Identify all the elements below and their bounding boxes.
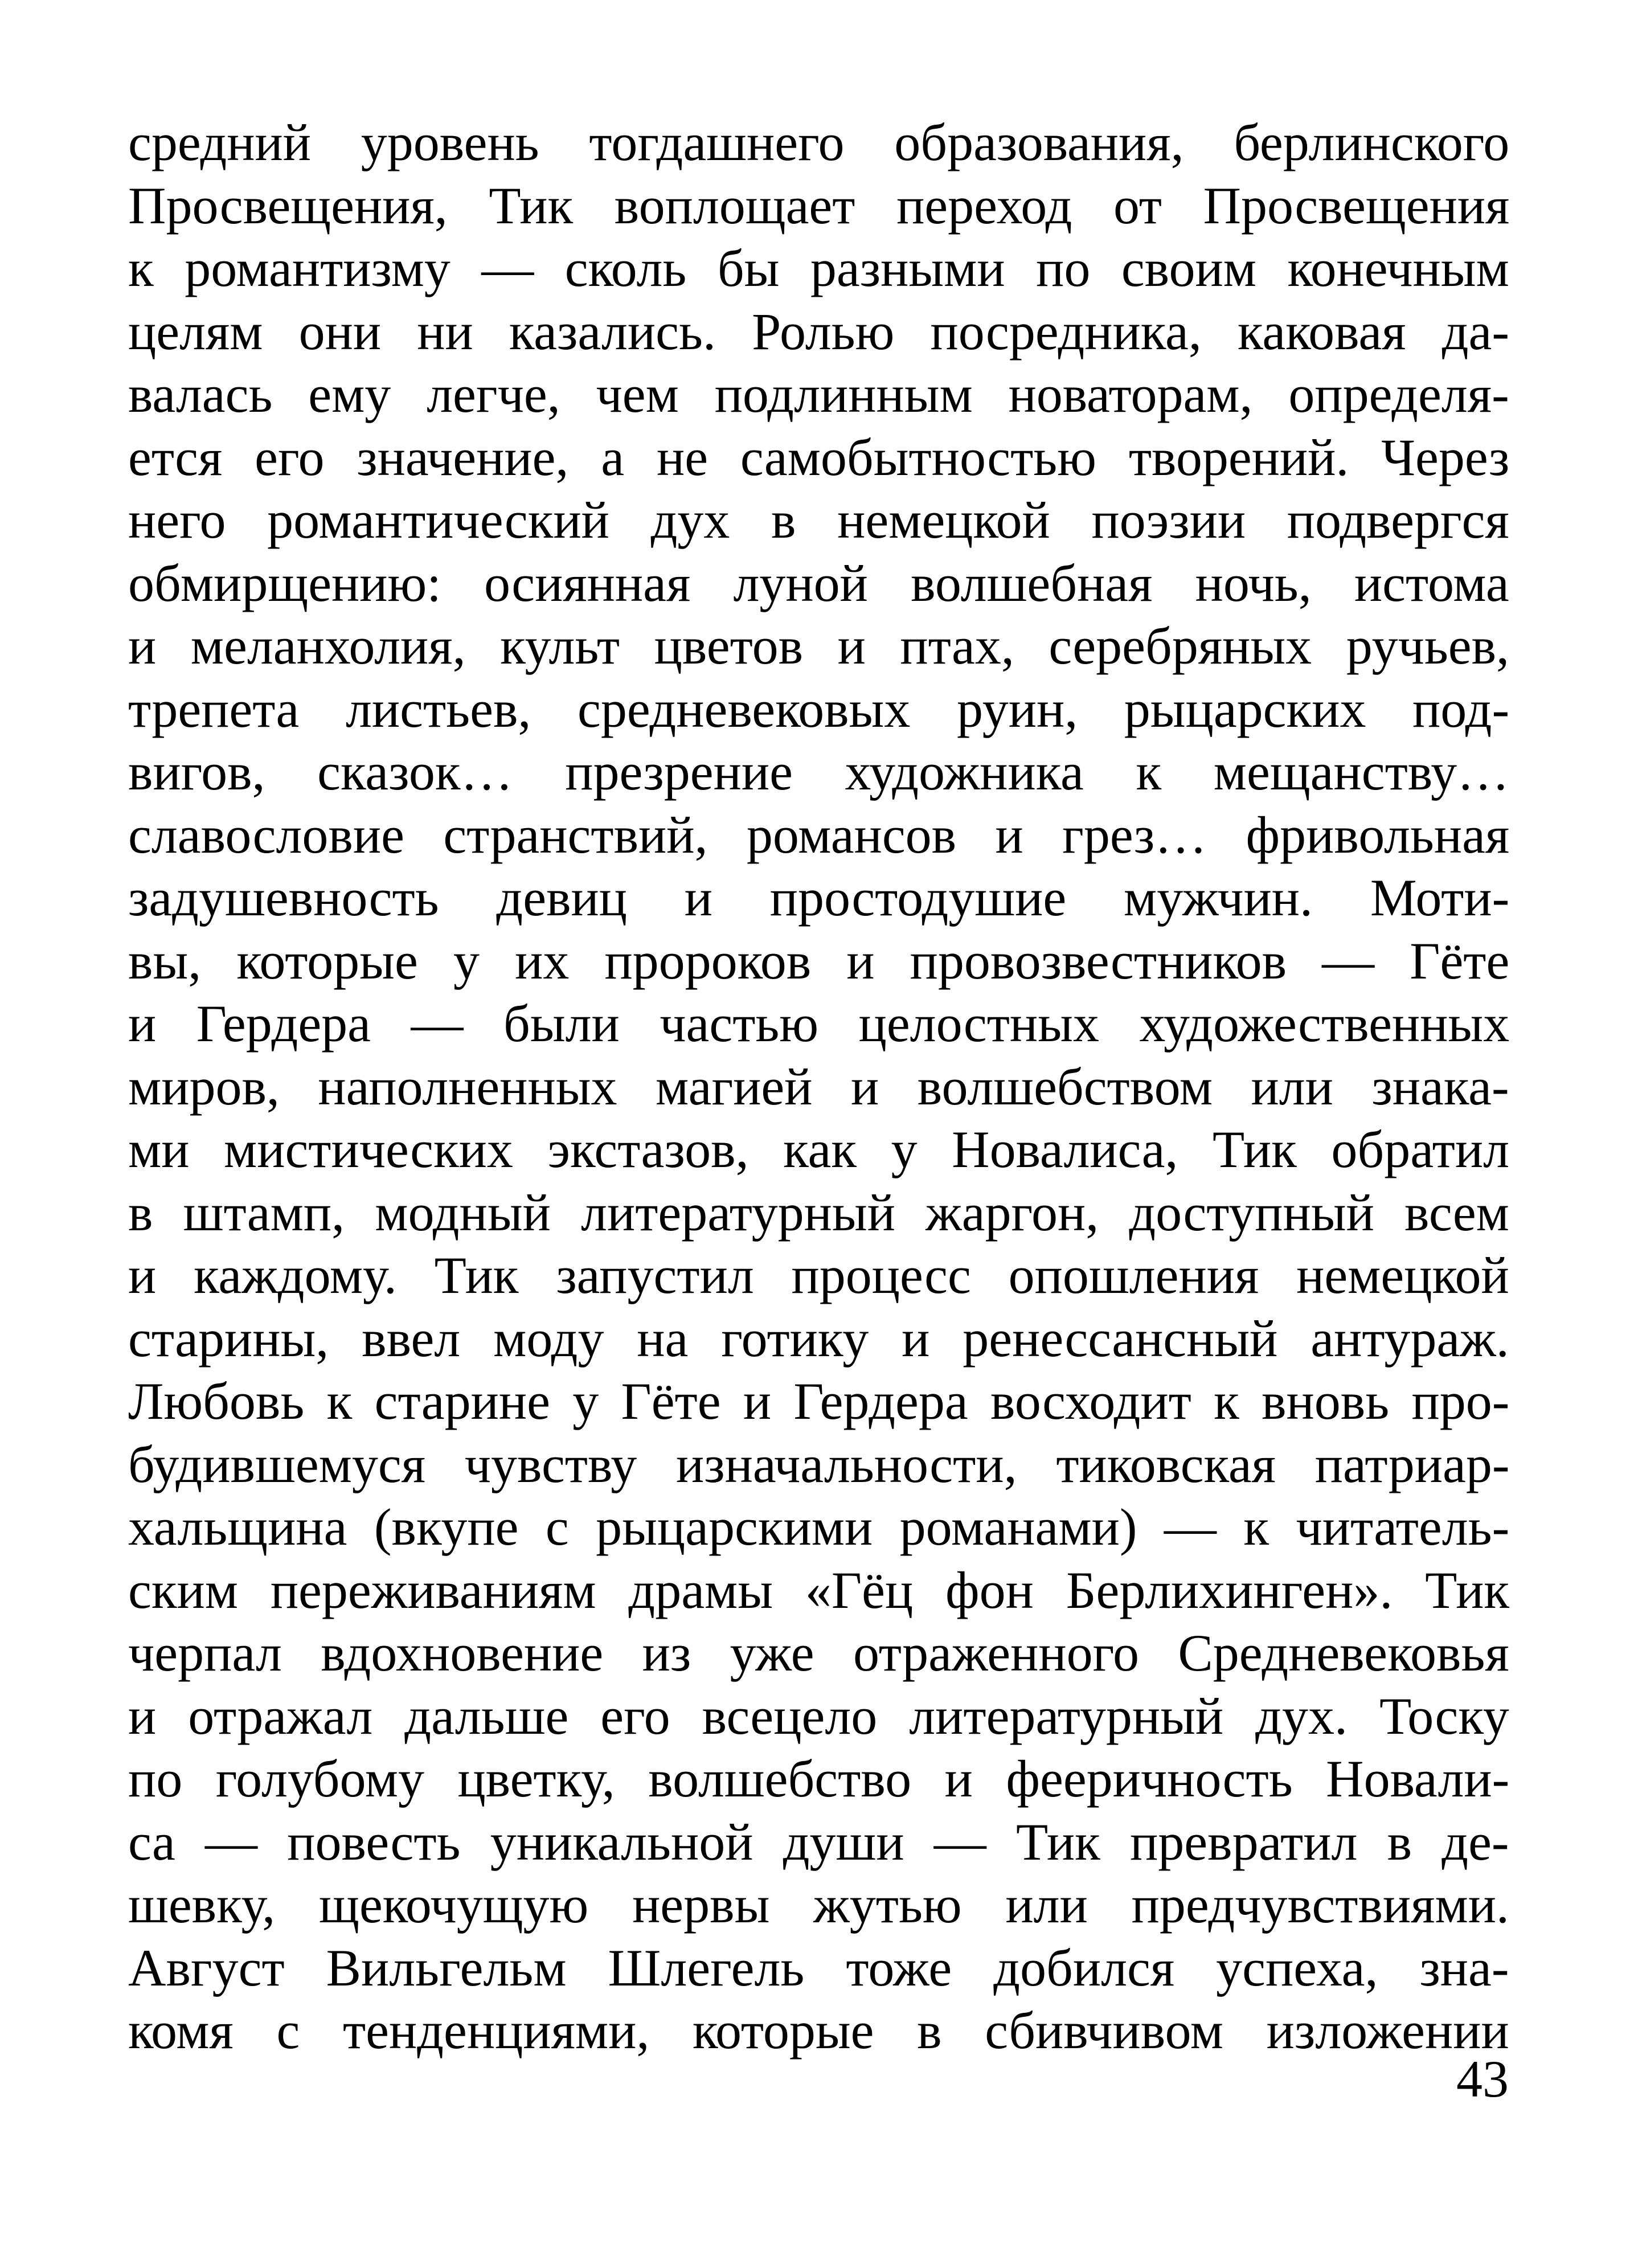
text-line: черпал вдохновение из уже отраженного Средневековья <box>128 1624 1509 1682</box>
text-line: хальщина (вкупе с рыцарскими романами) — к читатель- <box>128 1498 1510 1556</box>
text-line: комя с тенденциями, которые в сбивчивом изложении <box>128 2001 1509 2060</box>
text-line: Август Вильгельм Шлегель тоже добился успеха, зна- <box>128 1938 1509 1997</box>
page-number: 43 <box>1456 2050 1509 2108</box>
text-line: миров, наполненных магией и волшебством или знака- <box>128 1057 1509 1116</box>
text-line: вигов, сказок… презрение художника к мещанству… <box>128 743 1510 801</box>
text-line: в штамп, модный литературный жаргон, доступный всем <box>128 1183 1509 1242</box>
text-line: и Гердера — были частью целостных художественных <box>128 994 1510 1053</box>
text-line: Просвещения, Тик воплощает переход от Просвещения <box>128 176 1510 235</box>
text-line: и меланхолия, культ цветов и птах, серебряных ручьев, <box>128 617 1510 675</box>
text-line: задушевность девиц и простодушие мужчин. Моти- <box>128 869 1510 927</box>
text-line: ским переживаниям драмы «Гёц фон Берлихинген». Тик <box>128 1561 1510 1619</box>
text-line: вы, которые у их пророков и провозвестников — Гёте <box>128 931 1510 990</box>
text-line: обмирщению: осиянная луной волшебная ночь, истома <box>128 554 1509 612</box>
text-line: будившемуся чувству изначальности, тиковская патриар- <box>128 1435 1510 1493</box>
body-text <box>128 111 1509 2062</box>
text-line: целям они ни казались. Ролью посредника, каковая да- <box>128 302 1509 361</box>
text-line: по голубому цветку, волшебство и фееричность Новали- <box>128 1750 1510 1808</box>
text-line: к романтизму — сколь бы разными по своим конечным <box>128 239 1509 297</box>
text-line: и каждому. Тик запустил процесс опошления немецкой <box>128 1246 1509 1304</box>
text-line: трепета листьев, средневековых руин, рыцарских под- <box>128 679 1510 738</box>
text-line: старины, ввел моду на готику и ренессансный антураж. <box>128 1309 1509 1368</box>
text-line: Любовь к старине у Гёте и Гердера восходит к вновь про- <box>128 1372 1510 1430</box>
text-line: средний уровень тогдашнего образования, берлинского <box>128 113 1510 171</box>
text-line: ется его значение, а не самобытностью творений. Через <box>128 428 1510 486</box>
text-line: са — повесть уникальной души — Тик превратил в де- <box>128 1812 1509 1871</box>
text-line: ми мистических экстазов, как у Новалиса, Тик обратил <box>128 1120 1509 1178</box>
text-line: и отражал дальше его всецело литературный дух. Тоску <box>128 1686 1509 1745</box>
text-line: валась ему легче, чем подлинным новаторам, определя- <box>128 365 1509 423</box>
text-line: славословие странствий, романсов и грез… фривольная <box>128 805 1510 864</box>
text-line: шевку, щекочущую нервы жутью или предчувствиями. <box>128 1876 1509 1934</box>
text-line: него романтический дух в немецкой поэзии подвергся <box>128 491 1509 549</box>
